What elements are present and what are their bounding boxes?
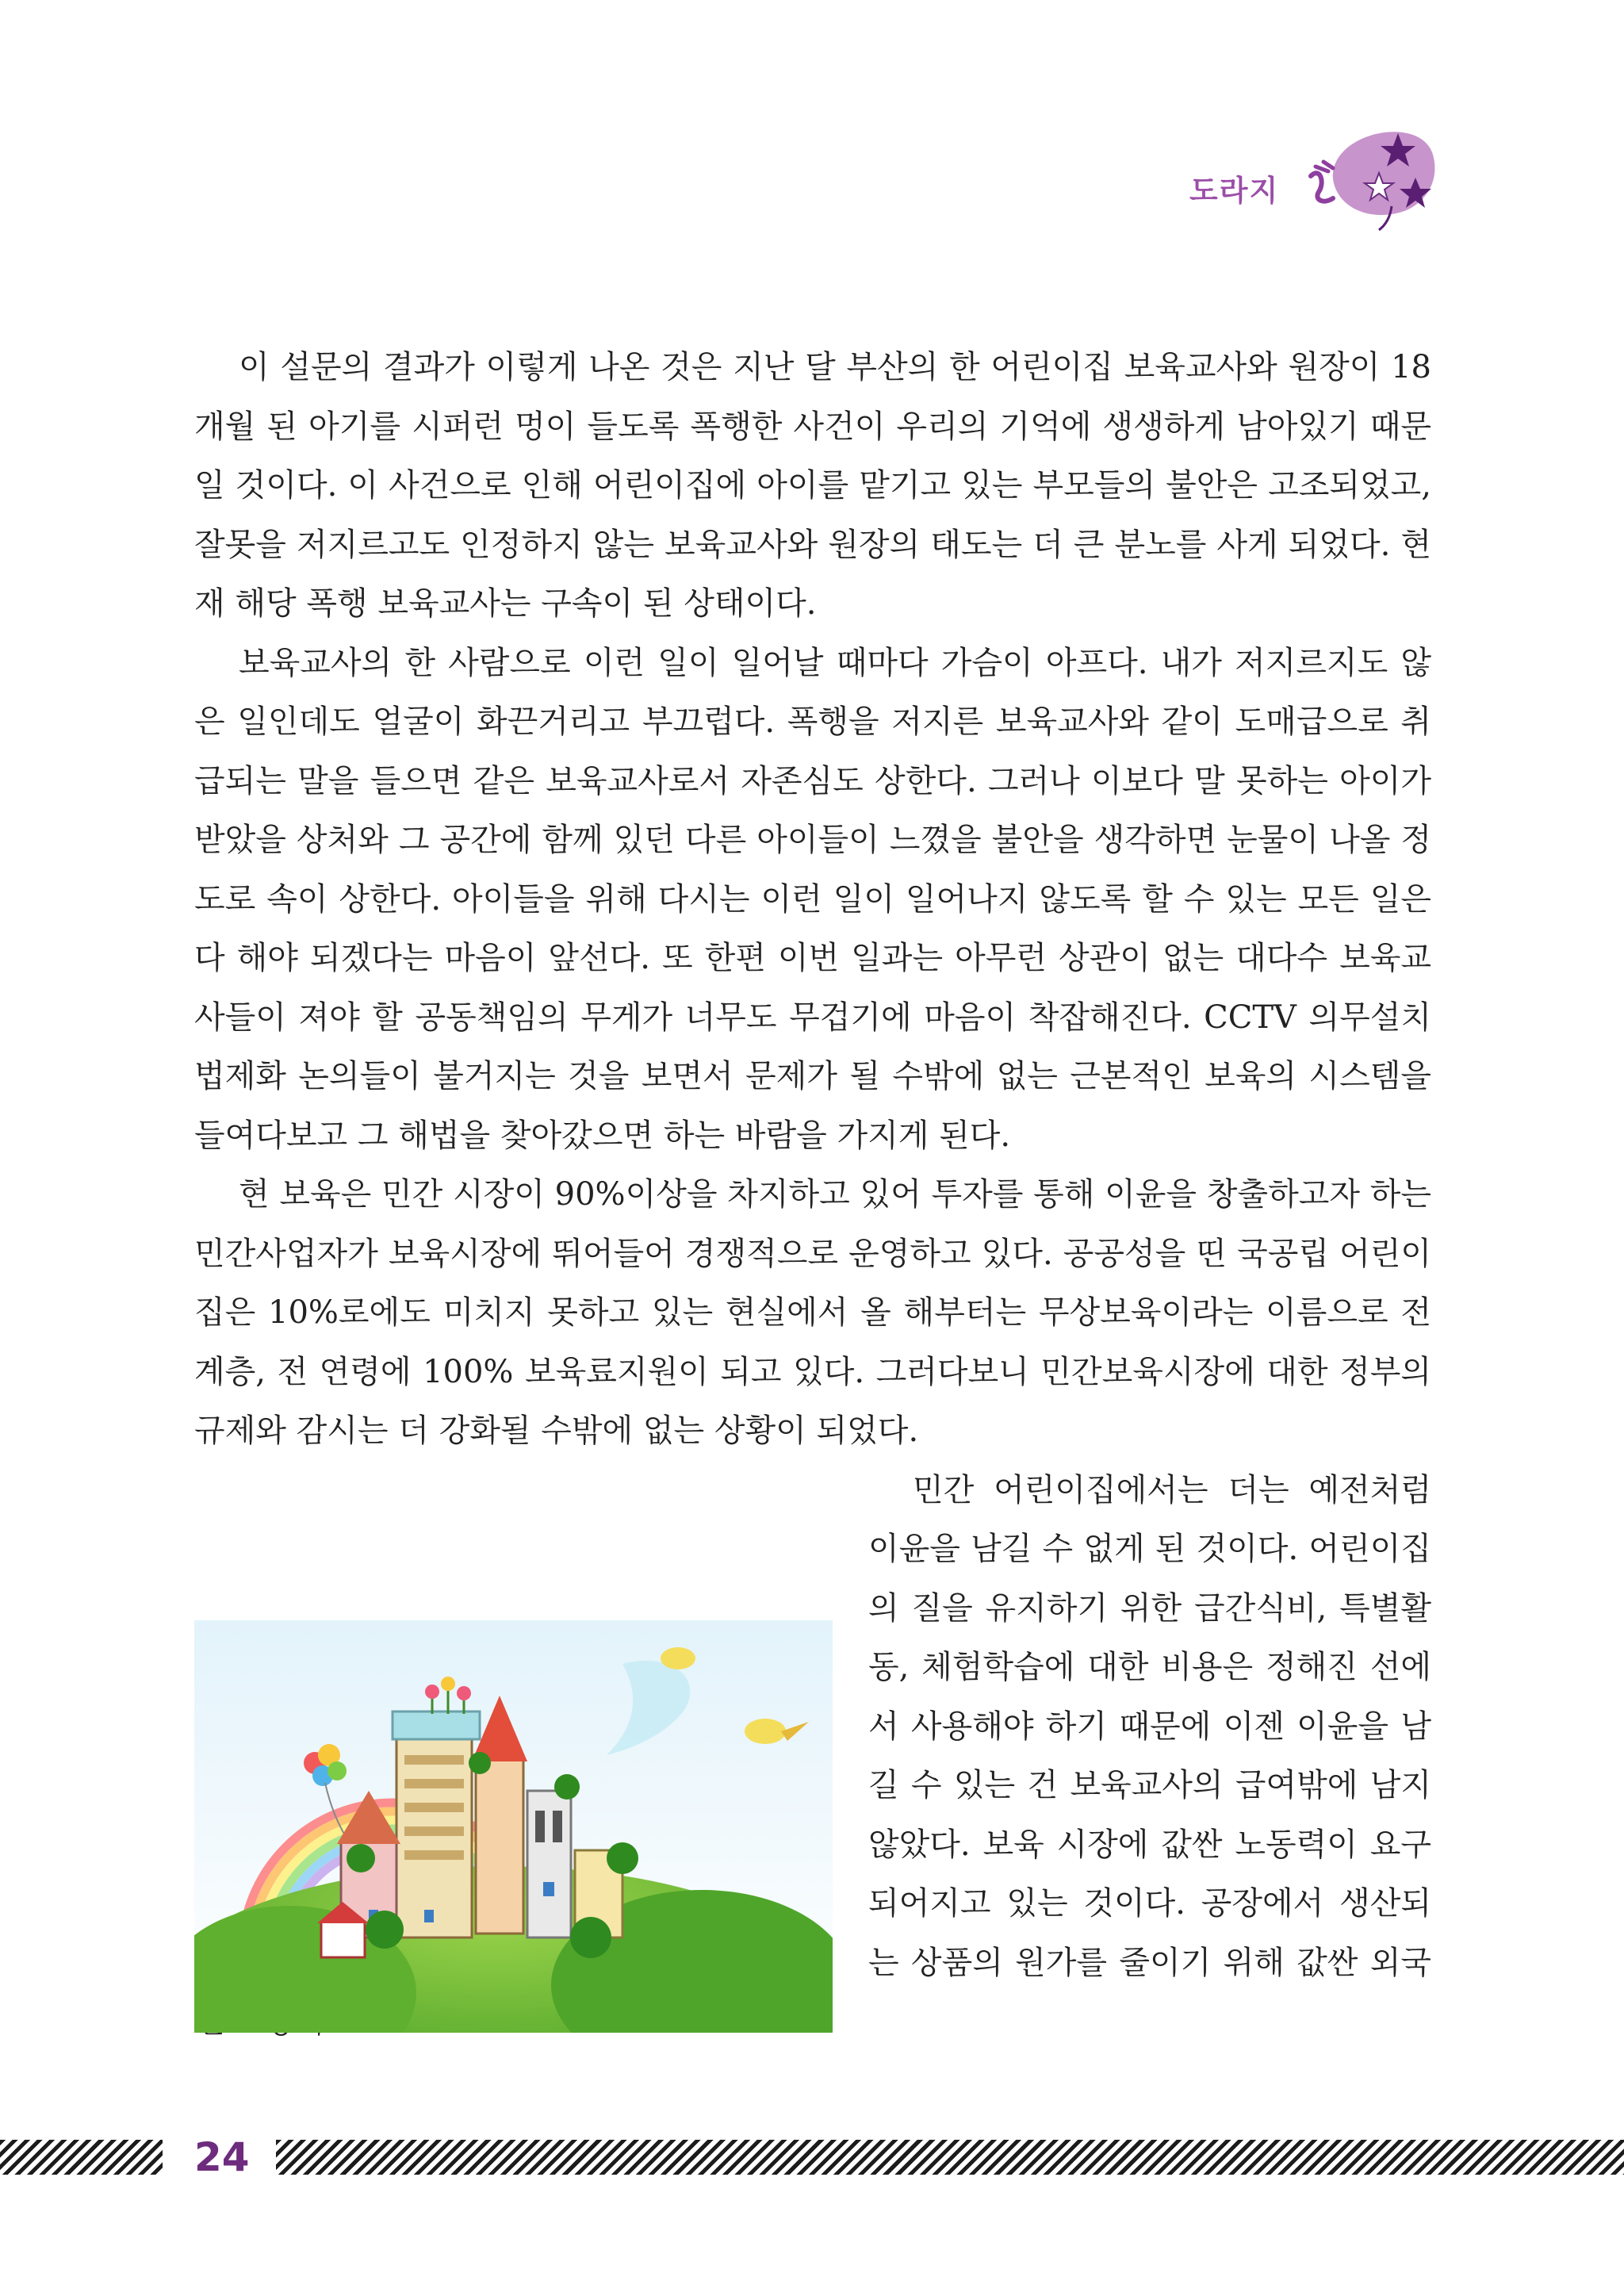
paragraph-4-text: 민간 어린이집에서는 더는 예전처럼 이윤을 남길 수 없게 된 것이다. 어린이집의 질을 유지하기 위한 급간식비, 특별활동, 체험학습에 대한 비용은 정해진 선에서 사용해야 하기 때문에 이젠 이윤을 남길 수 있는 건 보육교사의 급여밖에 남지 않았다. 보육 시장에 값싼 노동력이 요구되어지고 있는 것이다. 공장에서 생산되는 상품의 원가를 줄이기 위해 값싼 외국	[868, 1471, 1431, 1981]
paragraph-3: 현 보육은 민간 시장이 90%이상을 차지하고 있어 투자를 통해 이윤을 창출하고자 하는 민간사업자가 보육시장에 뛰어들어 경쟁적으로 운영하고 있다. 공공성을 띤 국공립 어린이집은 10%로에도 미치지 못하고 있는 현실에서 올 해부터는 무상보육이라는 이름으로 전 계층, 전 연령에 100% 보육료지원이 되고 있다. 그러다보니 민간보육시장에 대한 정부의 규제와 감시는 더 강화될 수밖에 없는 상황이 되었다.	[194, 1176, 1431, 1449]
paragraph-1: 이 설문의 결과가 이렇게 나온 것은 지난 달 부산의 한 어린이집 보육교사와 원장이 18개월 된 아기를 시퍼런 멍이 들도록 폭행한 사건이 우리의 기억에 생생하게 남아있기 때문일 것이다. 이 사건으로 인해 어린이집에 아이를 맡기고 있는 부모들의 불안은 고조되었고, 잘못을 저지르고도 인정하지 않는 보육교사와 원장의 태도는 더 큰 분노를 사게 되었다. 현재 해당 폭행 보육교사는 구속이 된 상태이다.	[194, 349, 1431, 622]
village-illustration	[194, 1620, 833, 2033]
logo-text: 도라지	[1189, 174, 1280, 208]
header-logo	[1189, 119, 1443, 238]
page-footer	[0, 2133, 1624, 2181]
bellflower-logo-icon	[1297, 119, 1439, 238]
page-number: 24	[194, 2134, 250, 2180]
paragraph-2: 보육교사의 한 사람으로 이런 일이 일어날 때마다 가슴이 아프다. 내가 저지르지도 않은 일인데도 얼굴이 화끈거리고 부끄럽다. 폭행을 저지른 보육교사와 같이 도매급으로 취급되는 말을 들으면 같은 보육교사로서 자존심도 상한다. 그러나 이보다 말 못하는 아이가 받았을 상처와 그 공간에 함께 있던 다른 아이들이 느꼈을 불안을 생각하면 눈물이 나올 정도로 속이 상한다. 아이들을 위해 다시는 이런 일이 일어나지 않도록 할 수 있는 모든 일은 다 해야 되겠다는 마음이 앞선다. 또 한편 이번 일과는 아무런 상관이 없는 대다수 보육교사들이 져야 할 공동책임의 무게가 너무도 무겁기에 마음이 착잡해진다. CCTV 의무설치 법제화 논의들이 불거지는 것을 보면서 문제가 될 수밖에 없는 근본적인 보육의 시스템을 들여다보고 그 해법을 찾아갔으면 하는 바람을 가지게 된다.	[194, 644, 1431, 1154]
footer-hatch-right	[276, 2140, 1624, 2175]
footer-hatch-left	[0, 2140, 163, 2175]
